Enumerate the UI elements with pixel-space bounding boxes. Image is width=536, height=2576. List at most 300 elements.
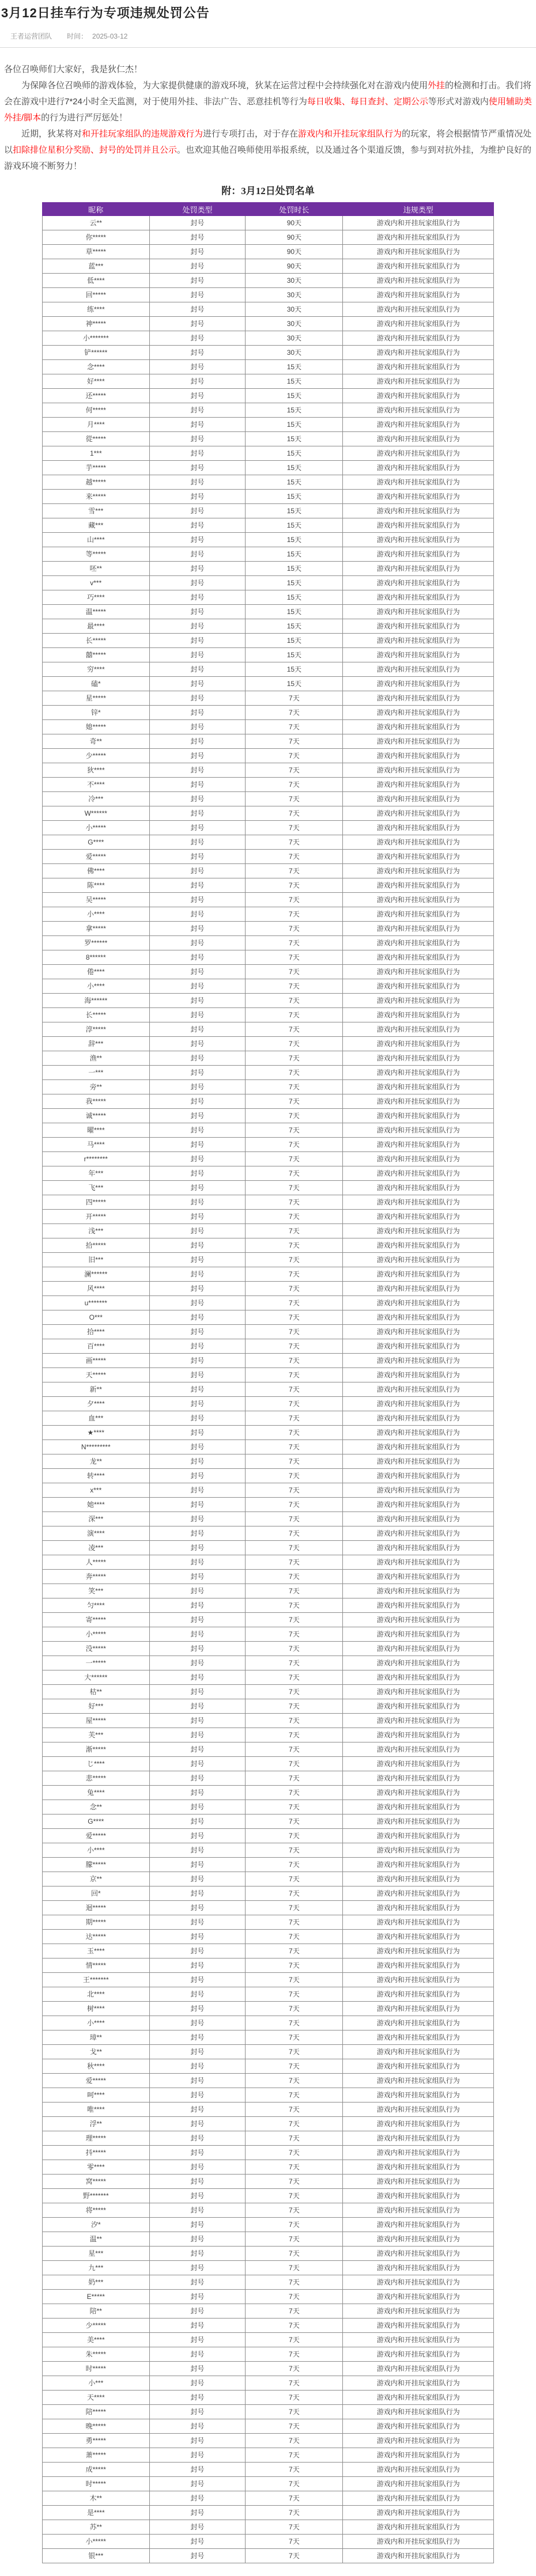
cell-duration: 7天: [246, 778, 343, 792]
cell-violation-type: 游戏内和开挂玩家组队行为: [343, 1368, 494, 1382]
cell-duration: 7天: [246, 2074, 343, 2088]
cell-penalty-type: 封号: [149, 2290, 246, 2304]
cell-violation-type: 游戏内和开挂玩家组队行为: [343, 1440, 494, 1454]
cell-duration: 7天: [246, 1397, 343, 1411]
cell-penalty-type: 封号: [149, 331, 246, 346]
cell-violation-type: 游戏内和开挂玩家组队行为: [343, 1354, 494, 1368]
cell-duration: 7天: [246, 1469, 343, 1483]
cell-penalty-type: 封号: [149, 922, 246, 936]
cell-duration: 7天: [246, 1339, 343, 1354]
cell-violation-type: 游戏内和开挂玩家组队行为: [343, 274, 494, 288]
table-row: [43, 706, 494, 720]
cell-penalty-type: 封号: [149, 2232, 246, 2247]
cell-violation-type: 游戏内和开挂玩家组队行为: [343, 1843, 494, 1858]
table-row: [43, 1627, 494, 1642]
cell-duration: 7天: [246, 1742, 343, 1757]
cell-nickname: 木**: [43, 2491, 150, 2506]
cell-penalty-type: 封号: [149, 360, 246, 374]
table-row: [43, 878, 494, 893]
cell-nickname: 她****: [43, 1498, 150, 1512]
cell-penalty-type: 封号: [149, 1915, 246, 1930]
cell-penalty-type: 封号: [149, 662, 246, 677]
cell-penalty-type: 封号: [149, 979, 246, 994]
table-row: [43, 259, 494, 274]
cell-nickname: 佛****: [43, 864, 150, 878]
table-row: [43, 317, 494, 331]
cell-violation-type: 游戏内和开挂玩家组队行为: [343, 806, 494, 821]
cell-duration: 7天: [246, 1109, 343, 1123]
table-row: [43, 749, 494, 763]
cell-nickname: 诚*****: [43, 1109, 150, 1123]
cell-penalty-type: 封号: [149, 1037, 246, 1051]
cell-violation-type: 游戏内和开挂玩家组队行为: [343, 1584, 494, 1598]
cell-nickname: 勇*****: [43, 2434, 150, 2448]
cell-duration: 7天: [246, 1094, 343, 1109]
cell-nickname: 美****: [43, 2333, 150, 2347]
cell-violation-type: 游戏内和开挂玩家组队行为: [343, 590, 494, 605]
cell-violation-type: 游戏内和开挂玩家组队行为: [343, 2059, 494, 2074]
cell-duration: 7天: [246, 1051, 343, 1066]
cell-violation-type: 游戏内和开挂玩家组队行为: [343, 245, 494, 259]
cell-duration: 7天: [246, 1238, 343, 1253]
cell-penalty-type: 封号: [149, 1325, 246, 1339]
table-row: [43, 2506, 494, 2520]
cell-penalty-type: 封号: [149, 2362, 246, 2376]
cell-nickname: 陈****: [43, 878, 150, 893]
table-row: [43, 1440, 494, 1454]
table-row: [43, 1570, 494, 1584]
cell-duration: 7天: [246, 907, 343, 922]
cell-duration: 7天: [246, 763, 343, 778]
cell-violation-type: 游戏内和开挂玩家组队行为: [343, 259, 494, 274]
cell-duration: 7天: [246, 1195, 343, 1210]
cell-nickname: 枯**: [43, 1685, 150, 1699]
cell-nickname: 低****: [43, 274, 150, 288]
cell-duration: 7天: [246, 893, 343, 907]
cell-nickname: 零****: [43, 2160, 150, 2175]
cell-nickname: 巧****: [43, 590, 150, 605]
cell-nickname: 萧*****: [43, 2448, 150, 2463]
cell-penalty-type: 封号: [149, 2247, 246, 2261]
cell-nickname: 一***: [43, 1066, 150, 1080]
cell-violation-type: 游戏内和开挂玩家组队行为: [343, 331, 494, 346]
cell-penalty-type: 封号: [149, 1771, 246, 1786]
cell-penalty-type: 封号: [149, 1757, 246, 1771]
cell-duration: 7天: [246, 1613, 343, 1627]
cell-violation-type: 游戏内和开挂玩家组队行为: [343, 2506, 494, 2520]
cell-violation-type: 游戏内和开挂玩家组队行为: [343, 720, 494, 734]
cell-violation-type: 游戏内和开挂玩家组队行为: [343, 2290, 494, 2304]
cell-nickname: 芋*****: [43, 461, 150, 475]
cell-duration: 7天: [246, 2491, 343, 2506]
cell-duration: 7天: [246, 2391, 343, 2405]
cell-penalty-type: 封号: [149, 619, 246, 634]
page-title: 3月12日挂车行为专项违规处罚公告: [1, 6, 210, 20]
cell-nickname: 蓝***: [43, 259, 150, 274]
cell-penalty-type: 封号: [149, 446, 246, 461]
cell-violation-type: 游戏内和开挂玩家组队行为: [343, 2448, 494, 2463]
cell-duration: 15天: [246, 576, 343, 590]
table-row: [43, 518, 494, 533]
cell-nickname: 一*****: [43, 1656, 150, 1670]
cell-nickname: 王*******: [43, 1973, 150, 1987]
cell-duration: 7天: [246, 2016, 343, 2031]
cell-penalty-type: 封号: [149, 1238, 246, 1253]
table-row: [43, 1699, 494, 1714]
cell-violation-type: 游戏内和开挂玩家组队行为: [343, 2002, 494, 2016]
cell-duration: 7天: [246, 2045, 343, 2059]
cell-penalty-type: 封号: [149, 2391, 246, 2405]
table-row: [43, 1166, 494, 1181]
cell-duration: 7天: [246, 1872, 343, 1886]
cell-penalty-type: 封号: [149, 1541, 246, 1555]
cell-duration: 30天: [246, 317, 343, 331]
cell-duration: 7天: [246, 1282, 343, 1296]
cell-duration: 7天: [246, 2333, 343, 2347]
cell-violation-type: 游戏内和开挂玩家组队行为: [343, 979, 494, 994]
cell-violation-type: 游戏内和开挂玩家组队行为: [343, 1195, 494, 1210]
cell-violation-type: 游戏内和开挂玩家组队行为: [343, 1685, 494, 1699]
cell-duration: 7天: [246, 878, 343, 893]
cell-nickname: 念**: [43, 1800, 150, 1814]
cell-nickname: 新**: [43, 1382, 150, 1397]
cell-violation-type: 游戏内和开挂玩家组队行为: [343, 418, 494, 432]
cell-penalty-type: 封号: [149, 1728, 246, 1742]
cell-duration: 7天: [246, 1570, 343, 1584]
table-row: [43, 2232, 494, 2247]
cell-duration: 7天: [246, 792, 343, 806]
cell-penalty-type: 封号: [149, 2103, 246, 2117]
cell-violation-type: 游戏内和开挂玩家组队行为: [343, 619, 494, 634]
cell-duration: 7天: [246, 1829, 343, 1843]
cell-violation-type: 游戏内和开挂玩家组队行为: [343, 850, 494, 864]
cell-duration: 7天: [246, 1987, 343, 2002]
cell-nickname: G****: [43, 835, 150, 850]
table-row: [43, 1094, 494, 1109]
cell-duration: 7天: [246, 1382, 343, 1397]
cell-duration: 7天: [246, 691, 343, 706]
table-row: [43, 605, 494, 619]
cell-duration: 15天: [246, 504, 343, 518]
cell-nickname: 达*****: [43, 1930, 150, 1944]
cell-violation-type: 游戏内和开挂玩家组队行为: [343, 2275, 494, 2290]
cell-penalty-type: 封号: [149, 1656, 246, 1670]
cell-duration: 7天: [246, 1886, 343, 1901]
cell-violation-type: 游戏内和开挂玩家组队行为: [343, 2520, 494, 2535]
cell-penalty-type: 封号: [149, 1886, 246, 1901]
cell-penalty-type: 封号: [149, 1008, 246, 1022]
cell-duration: 7天: [246, 1944, 343, 1958]
table-row: [43, 2290, 494, 2304]
cell-penalty-type: 封号: [149, 1224, 246, 1238]
cell-penalty-type: 封号: [149, 2376, 246, 2391]
cell-violation-type: 游戏内和开挂玩家组队行为: [343, 1800, 494, 1814]
cell-violation-type: 游戏内和开挂玩家组队行为: [343, 389, 494, 403]
cell-penalty-type: 封号: [149, 1512, 246, 1526]
cell-duration: 7天: [246, 1627, 343, 1642]
table-row: [43, 1152, 494, 1166]
cell-violation-type: 游戏内和开挂玩家组队行为: [343, 1555, 494, 1570]
cell-penalty-type: 封号: [149, 504, 246, 518]
cell-duration: 15天: [246, 533, 343, 547]
table-row: [43, 950, 494, 965]
cell-penalty-type: 封号: [149, 2347, 246, 2362]
cell-nickname: 云**: [43, 216, 150, 230]
cell-duration: 7天: [246, 1699, 343, 1714]
cell-penalty-type: 封号: [149, 1397, 246, 1411]
cell-duration: 7天: [246, 1008, 343, 1022]
cell-nickname: 秋****: [43, 2059, 150, 2074]
table-row: [43, 2463, 494, 2477]
table-row: [43, 965, 494, 979]
cell-nickname: 京**: [43, 1872, 150, 1886]
cell-violation-type: 游戏内和开挂玩家组队行为: [343, 1886, 494, 1901]
cell-violation-type: 游戏内和开挂玩家组队行为: [343, 648, 494, 662]
table-row: [43, 1800, 494, 1814]
cell-violation-type: 游戏内和开挂玩家组队行为: [343, 2189, 494, 2203]
cell-nickname: 浅***: [43, 1224, 150, 1238]
cell-duration: 30天: [246, 274, 343, 288]
cell-penalty-type: 封号: [149, 2031, 246, 2045]
cell-nickname: 树****: [43, 2002, 150, 2016]
table-row: [43, 2376, 494, 2391]
cell-duration: 7天: [246, 1512, 343, 1526]
table-row: [43, 1469, 494, 1483]
cell-duration: 7天: [246, 1728, 343, 1742]
cell-penalty-type: 封号: [149, 1282, 246, 1296]
meta-author: 王者运营团队: [10, 32, 52, 40]
table-row: [43, 1022, 494, 1037]
cell-duration: 7天: [246, 1483, 343, 1498]
cell-penalty-type: 封号: [149, 216, 246, 230]
table-row: [43, 475, 494, 490]
cell-penalty-type: 封号: [149, 1498, 246, 1512]
table-row: [43, 619, 494, 634]
cell-duration: 7天: [246, 806, 343, 821]
table-row: [43, 835, 494, 850]
cell-penalty-type: 封号: [149, 1930, 246, 1944]
cell-violation-type: 游戏内和开挂玩家组队行为: [343, 1714, 494, 1728]
table-row: [43, 2549, 494, 2563]
table-row: [43, 2275, 494, 2290]
cell-violation-type: 游戏内和开挂玩家组队行为: [343, 835, 494, 850]
table-row: [43, 2203, 494, 2218]
cell-duration: 7天: [246, 706, 343, 720]
table-row: [43, 562, 494, 576]
cell-nickname: 飞***: [43, 1181, 150, 1195]
cell-duration: 7天: [246, 965, 343, 979]
table-row: [43, 1123, 494, 1138]
cell-nickname: 少*****: [43, 2319, 150, 2333]
table-header-violation-type: 违规类型: [343, 203, 494, 216]
cell-nickname: 九***: [43, 2261, 150, 2275]
cell-penalty-type: 封号: [149, 1382, 246, 1397]
cell-penalty-type: 封号: [149, 965, 246, 979]
cell-nickname: 陪**: [43, 2304, 150, 2319]
cell-violation-type: 游戏内和开挂玩家组队行为: [343, 1224, 494, 1238]
cell-duration: 7天: [246, 1296, 343, 1310]
cell-violation-type: 游戏内和开挂玩家组队行为: [343, 734, 494, 749]
table-row: [43, 2160, 494, 2175]
cell-violation-type: 游戏内和开挂玩家组队行为: [343, 1670, 494, 1685]
cell-penalty-type: 封号: [149, 1411, 246, 1426]
table-row: [43, 2247, 494, 2261]
table-row: [43, 2131, 494, 2146]
cell-duration: 15天: [246, 562, 343, 576]
cell-violation-type: 游戏内和开挂玩家组队行为: [343, 1656, 494, 1670]
cell-penalty-type: 封号: [149, 835, 246, 850]
table-row: [43, 1670, 494, 1685]
body-text: 进行专项打击，对于存在: [203, 129, 299, 139]
cell-nickname: 等*****: [43, 547, 150, 562]
table-header-duration: 处罚时长: [246, 203, 343, 216]
punishment-table: [42, 202, 494, 2563]
cell-violation-type: 游戏内和开挂玩家组队行为: [343, 605, 494, 619]
cell-penalty-type: 封号: [149, 1570, 246, 1584]
table-header-row: [43, 203, 494, 216]
table-row: [43, 2304, 494, 2319]
cell-nickname: ★****: [43, 1426, 150, 1440]
table-row: [43, 288, 494, 302]
cell-duration: 15天: [246, 374, 343, 389]
cell-nickname: 画*****: [43, 1354, 150, 1368]
cell-penalty-type: 封号: [149, 1310, 246, 1325]
cell-penalty-type: 封号: [149, 1454, 246, 1469]
table-row: [43, 2117, 494, 2131]
table-row: [43, 893, 494, 907]
table-row: [43, 1613, 494, 1627]
cell-nickname: 没*****: [43, 1642, 150, 1656]
cell-violation-type: 游戏内和开挂玩家组队行为: [343, 1742, 494, 1757]
table-row: [43, 1987, 494, 2002]
cell-violation-type: 游戏内和开挂玩家组队行为: [343, 1757, 494, 1771]
cell-nickname: 神*****: [43, 317, 150, 331]
table-row: [43, 2448, 494, 2463]
cell-duration: 15天: [246, 432, 343, 446]
body-text: 的玩家，将会根据情节严重情况处以: [4, 129, 532, 155]
cell-penalty-type: 封号: [149, 763, 246, 778]
cell-penalty-type: 封号: [149, 1555, 246, 1570]
cell-duration: 7天: [246, 1123, 343, 1138]
cell-violation-type: 游戏内和开挂玩家组队行为: [343, 2045, 494, 2059]
cell-duration: 7天: [246, 2175, 343, 2189]
cell-nickname: 冷***: [43, 792, 150, 806]
cell-duration: 15天: [246, 677, 343, 691]
cell-nickname: 朱*****: [43, 2347, 150, 2362]
cell-nickname: 陪*****: [43, 2405, 150, 2419]
cell-duration: 7天: [246, 1498, 343, 1512]
table-row: [43, 720, 494, 734]
cell-penalty-type: 封号: [149, 475, 246, 490]
table-row: [43, 2391, 494, 2405]
cell-violation-type: 游戏内和开挂玩家组队行为: [343, 2477, 494, 2491]
cell-violation-type: 游戏内和开挂玩家组队行为: [343, 562, 494, 576]
cell-penalty-type: 封号: [149, 2261, 246, 2275]
cell-nickname: G****: [43, 1814, 150, 1829]
table-row: [43, 576, 494, 590]
cell-penalty-type: 封号: [149, 2016, 246, 2031]
cell-duration: 7天: [246, 2549, 343, 2563]
cell-violation-type: 游戏内和开挂玩家组队行为: [343, 1613, 494, 1627]
cell-violation-type: 游戏内和开挂玩家组队行为: [343, 446, 494, 461]
table-row: [43, 1037, 494, 1051]
cell-nickname: 越*****: [43, 475, 150, 490]
cell-violation-type: 游戏内和开挂玩家组队行为: [343, 1382, 494, 1397]
table-row: [43, 432, 494, 446]
table-row: [43, 389, 494, 403]
cell-violation-type: 游戏内和开挂玩家组队行为: [343, 922, 494, 936]
cell-duration: 7天: [246, 2189, 343, 2203]
cell-duration: 7天: [246, 1325, 343, 1339]
table-row: [43, 1714, 494, 1728]
cell-duration: 7天: [246, 1843, 343, 1858]
cell-violation-type: 游戏内和开挂玩家组队行为: [343, 1541, 494, 1555]
header-divider: [0, 47, 536, 48]
cell-duration: 7天: [246, 1253, 343, 1267]
cell-violation-type: 游戏内和开挂玩家组队行为: [343, 1411, 494, 1426]
cell-violation-type: 游戏内和开挂玩家组队行为: [343, 2088, 494, 2103]
cell-duration: 7天: [246, 2275, 343, 2290]
cell-penalty-type: 封号: [149, 893, 246, 907]
cell-nickname: 最****: [43, 619, 150, 634]
table-row: [43, 1382, 494, 1397]
cell-nickname: 淳*****: [43, 1022, 150, 1037]
cell-nickname: 马****: [43, 1138, 150, 1152]
cell-nickname: 百****: [43, 1339, 150, 1354]
cell-penalty-type: 封号: [149, 2304, 246, 2319]
cell-violation-type: 游戏内和开挂玩家组队行为: [343, 691, 494, 706]
cell-nickname: 悲*****: [43, 1771, 150, 1786]
table-row: [43, 1901, 494, 1915]
cell-duration: 7天: [246, 1310, 343, 1325]
cell-duration: 7天: [246, 2434, 343, 2448]
cell-penalty-type: 封号: [149, 1483, 246, 1498]
cell-nickname: 呸**: [43, 562, 150, 576]
cell-penalty-type: 封号: [149, 706, 246, 720]
cell-nickname: 四*****: [43, 1195, 150, 1210]
cell-penalty-type: 封号: [149, 547, 246, 562]
cell-violation-type: 游戏内和开挂玩家组队行为: [343, 864, 494, 878]
cell-nickname: 辞***: [43, 1037, 150, 1051]
cell-penalty-type: 封号: [149, 2002, 246, 2016]
table-row: [43, 490, 494, 504]
table-row: [43, 979, 494, 994]
table-row: [43, 2189, 494, 2203]
cell-nickname: 小****: [43, 1843, 150, 1858]
cell-violation-type: 游戏内和开挂玩家组队行为: [343, 1512, 494, 1526]
cell-nickname: N*********: [43, 1440, 150, 1454]
table-row: [43, 216, 494, 230]
table-row: [43, 245, 494, 259]
cell-duration: 7天: [246, 1685, 343, 1699]
table-row: [43, 2045, 494, 2059]
cell-violation-type: 游戏内和开挂玩家组队行为: [343, 2146, 494, 2160]
cell-penalty-type: 封号: [149, 1253, 246, 1267]
cell-duration: 7天: [246, 835, 343, 850]
cell-violation-type: 游戏内和开挂玩家组队行为: [343, 1930, 494, 1944]
cell-nickname: 倦****: [43, 965, 150, 979]
cell-penalty-type: 封号: [149, 605, 246, 619]
cell-duration: 7天: [246, 2059, 343, 2074]
cell-penalty-type: 封号: [149, 2117, 246, 2131]
cell-duration: 7天: [246, 979, 343, 994]
cell-violation-type: 游戏内和开挂玩家组队行为: [343, 749, 494, 763]
cell-nickname: 情*****: [43, 1958, 150, 1973]
cell-violation-type: 游戏内和开挂玩家组队行为: [343, 2491, 494, 2506]
cell-nickname: 银***: [43, 2549, 150, 2563]
cell-duration: 7天: [246, 2347, 343, 2362]
cell-duration: 7天: [246, 2103, 343, 2117]
